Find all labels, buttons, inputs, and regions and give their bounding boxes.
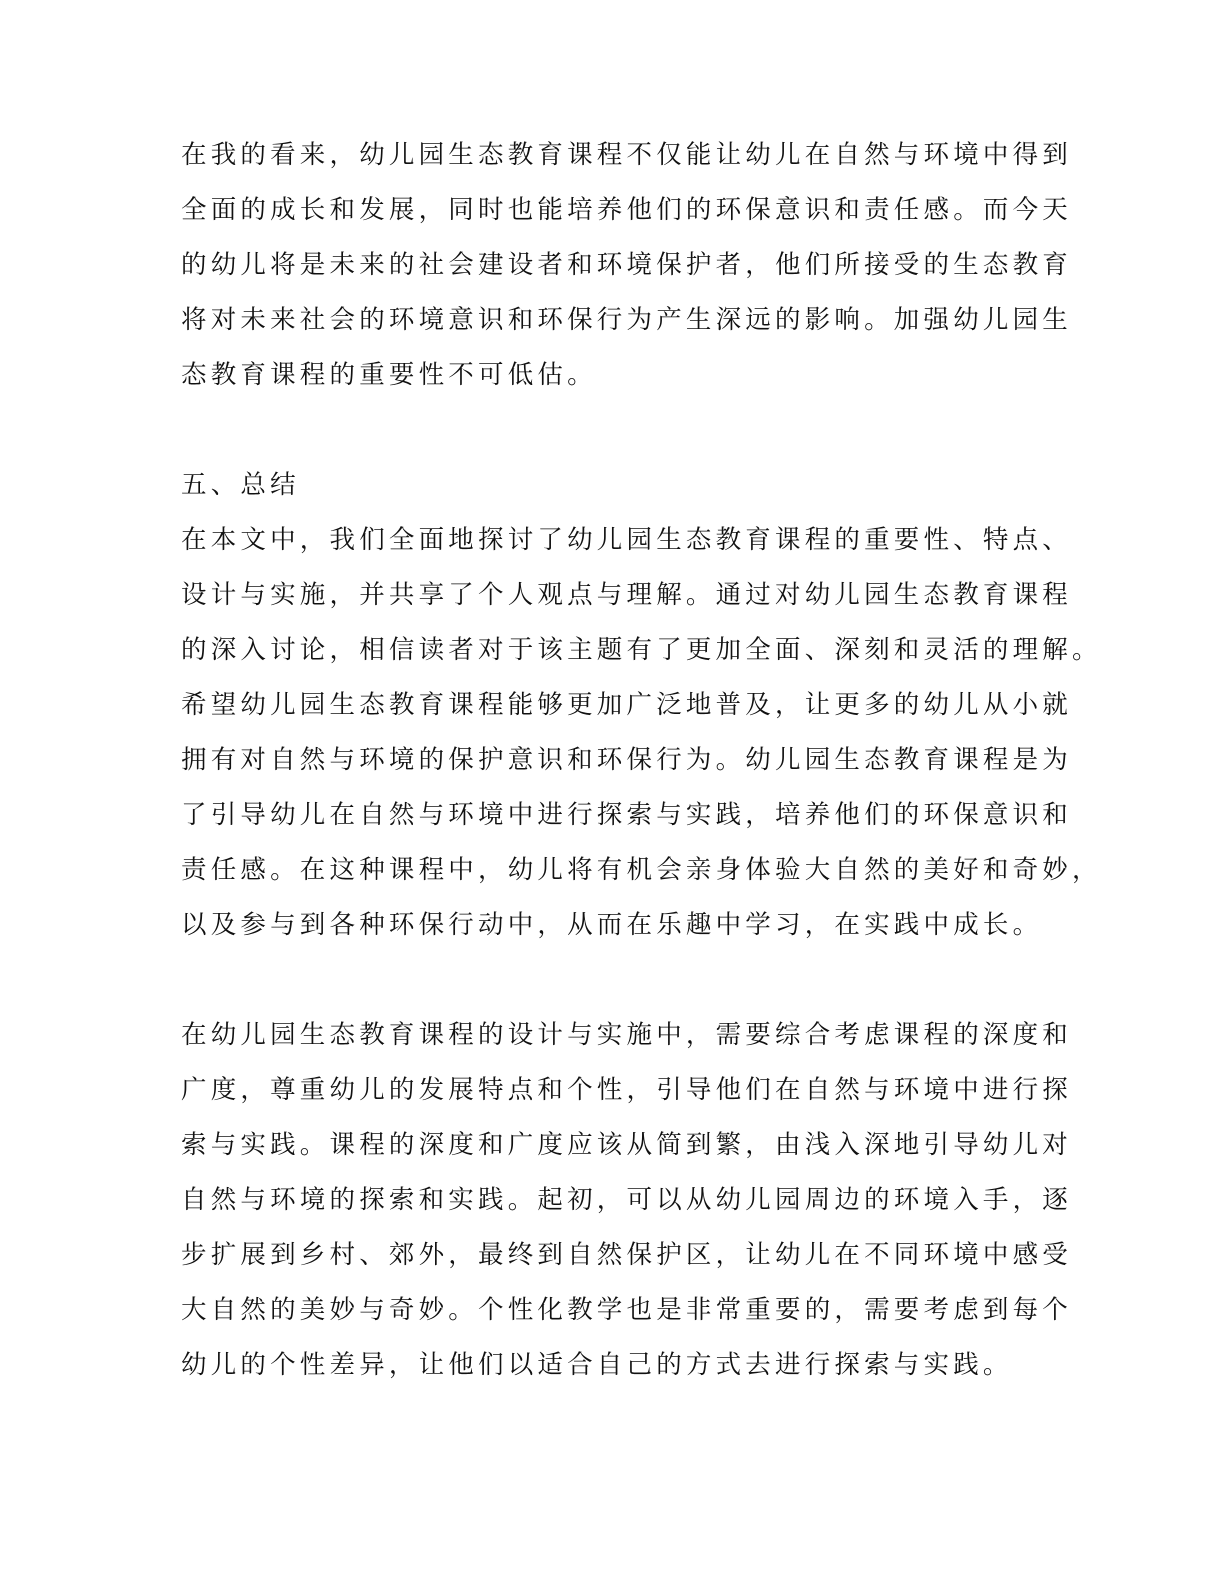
text-line: 以及参与到各种环保行动中，从而在乐趣中学习，在实践中成长。 [181, 910, 1043, 940]
text-line: 拥有对自然与环境的保护意识和环保行为。幼儿园生态教育课程是为 [181, 745, 1073, 775]
text-line: 幼儿的个性差异，让他们以适合自己的方式去进行探索与实践。 [181, 1350, 1013, 1380]
text-line: 责任感。在这种课程中，幼儿将有机会亲身体验大自然的美好和奇妙， [181, 855, 1102, 885]
text-line: 的幼儿将是未来的社会建设者和环境保护者，他们所接受的生态教育 [181, 250, 1073, 280]
text-line: 将对未来社会的环境意识和环保行为产生深远的影响。加强幼儿园生 [181, 305, 1073, 335]
text-line: 希望幼儿园生态教育课程能够更加广泛地普及，让更多的幼儿从小就 [181, 690, 1073, 720]
text-line: 广度，尊重幼儿的发展特点和个性，引导他们在自然与环境中进行探 [181, 1075, 1073, 1105]
section-heading: 五、总结 [181, 470, 300, 500]
text-line: 全面的成长和发展，同时也能培养他们的环保意识和责任感。而今天 [181, 195, 1073, 225]
text-line: 态教育课程的重要性不可低估。 [181, 360, 597, 390]
text-line: 在幼儿园生态教育课程的设计与实施中，需要综合考虑课程的深度和 [181, 1020, 1073, 1050]
text-line: 设计与实施，并共享了个人观点与理解。通过对幼儿园生态教育课程 [181, 580, 1073, 610]
text-line: 大自然的美妙与奇妙。个性化教学也是非常重要的，需要考虑到每个 [181, 1295, 1073, 1325]
text-line: 自然与环境的探索和实践。起初，可以从幼儿园周边的环境入手，逐 [181, 1185, 1073, 1215]
text-line: 索与实践。课程的深度和广度应该从简到繁，由浅入深地引导幼儿对 [181, 1130, 1073, 1160]
text-line: 的深入讨论，相信读者对于该主题有了更加全面、深刻和灵活的理解。 [181, 635, 1102, 665]
text-line: 了引导幼儿在自然与环境中进行探索与实践，培养他们的环保意识和 [181, 800, 1073, 830]
text-line: 在我的看来，幼儿园生态教育课程不仅能让幼儿在自然与环境中得到 [181, 140, 1073, 170]
text-line: 在本文中，我们全面地探讨了幼儿园生态教育课程的重要性、特点、 [181, 525, 1073, 555]
text-line: 步扩展到乡村、郊外，最终到自然保护区，让幼儿在不同环境中感受 [181, 1240, 1073, 1270]
